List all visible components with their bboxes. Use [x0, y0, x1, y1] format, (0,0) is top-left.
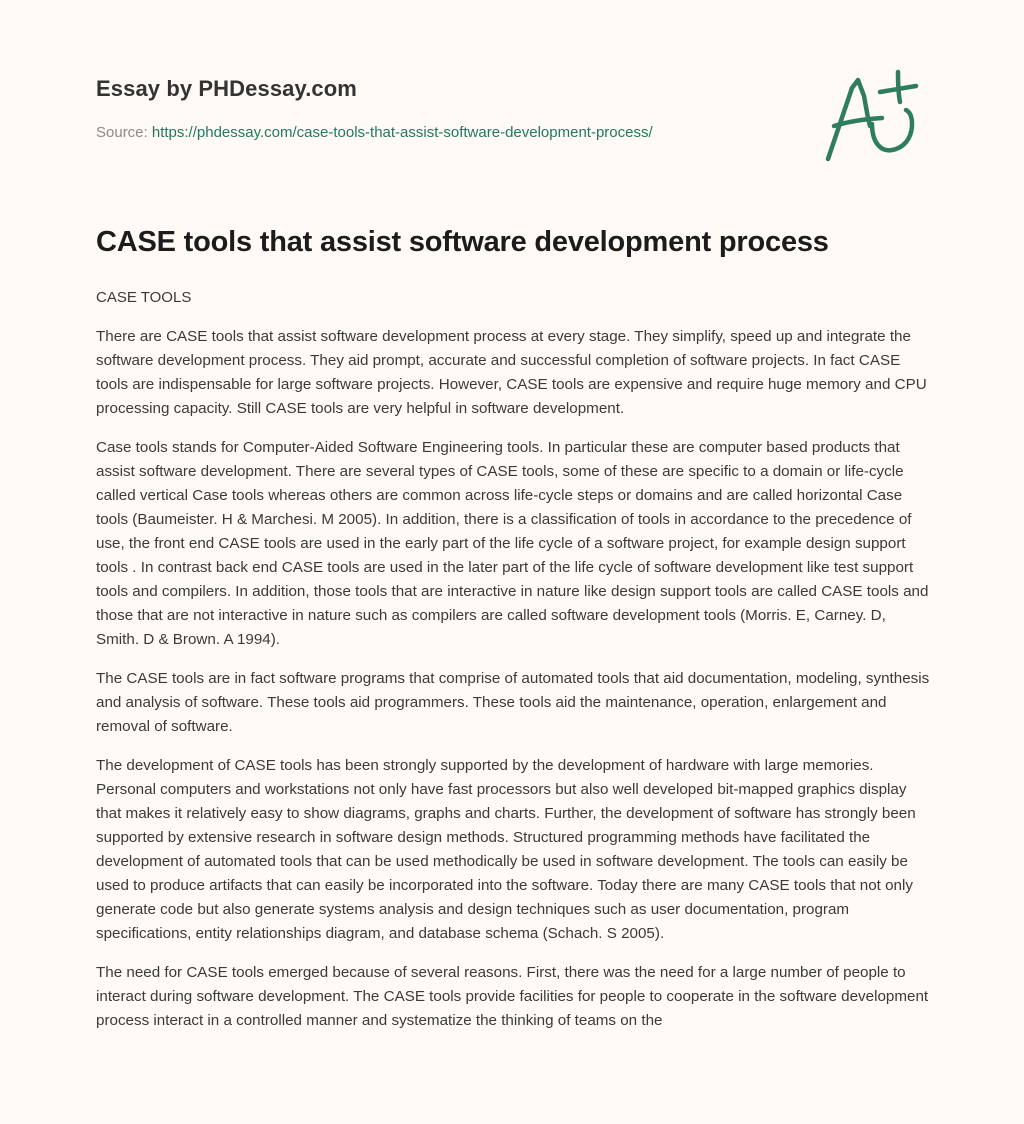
source-link[interactable]: https://phdessay.com/case-tools-that-assist-software-development-process/ [151, 124, 653, 141]
paragraph: The need for CASE tools emerged because of several reasons. First, there was the need for a large number of people to interact during software development. The CASE tools provide facilities for people to cooperate in the software development process interact in a controlled manner and systematize the thinking of teams on the [96, 964, 929, 1029]
site-brand: Essay by PHDessay.com [96, 76, 357, 101]
source-line [96, 124, 653, 141]
source-label: Source: [96, 124, 148, 141]
paragraph: The development of CASE tools has been strongly supported by the development of hardware with large memories. Personal computers and workstations not only have fast processors but also well developed bit-mapped graphics display that makes it relatively easy to show diagrams, graphs and charts. Further, the development of software has strongly been supported by extensive research in software design methods. Structured programming methods have facilitated the development of automated tools that can be used methodically be used in software development. The tools can easily be used to produce artifacts that can easily be incorporated into the software. Today there are many CASE tools that not only generate code but also generate systems analysis and design techniques such as user documentation, program specifications, entity relationships diagram, and database schema (Schach. S 2005). [96, 757, 916, 942]
paragraph: There are CASE tools that assist software development process at every stage. They simplify, speed up and integrate the software development process. They aid prompt, accurate and successful completion of software projects. In fact CASE tools are indispensable for large software projects. However, CASE tools are expensive and require huge memory and CPU processing capacity. Still CASE tools are very helpful in software development. [96, 328, 927, 417]
paragraph: Case tools stands for Computer-Aided Software Engineering tools. In particular these are computer based products that assist software development. There are several types of CASE tools, some of these are specific to a domain or life-cycle called vertical Case tools whereas others are common across life-cycle steps or domains and are called horizontal Case tools (Baumeister. H & Marchesi. M 2005). In addition, there is a classification of tools in accordance to the precedence of use, the front end CASE tools are used in the early part of the life cycle of a software project, for example design support tools . In contrast back end CASE tools are used in the later part of the life cycle of software development like test support tools and compilers. In addition, those tools that are interactive in nature like design support tools are called CASE tools and those that are not interactive in nature such as compilers are called software development tools (Morris. E, Carney. D, Smith. D & Brown. A 1994). [96, 439, 929, 648]
essay-body [96, 286, 932, 1048]
a-plus-grade-icon [820, 66, 930, 166]
section-label: CASE TOOLS [96, 289, 192, 306]
page-title: CASE tools that assist software development process [96, 226, 829, 258]
paragraph: The CASE tools are in fact software programs that comprise of automated tools that aid documentation, modeling, synthesis and analysis of software. These tools aid programmers. These tools aid the maintenance, operation, enlargement and removal of software. [96, 670, 930, 735]
